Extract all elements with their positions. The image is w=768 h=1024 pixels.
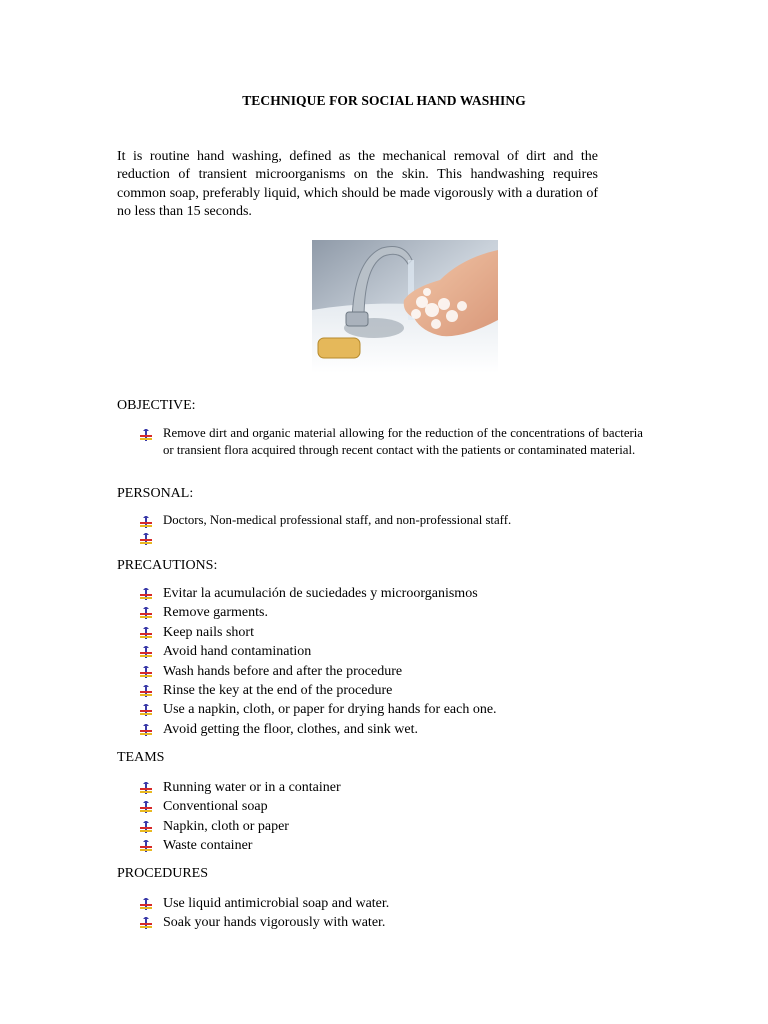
list-item [140, 584, 660, 603]
list-item [140, 425, 643, 459]
list-item-text: Keep nails short [163, 624, 254, 640]
list-item-text: Conventional soap [163, 799, 268, 815]
list-item-text: Use a napkin, cloth, or paper for drying hands for each one. [163, 702, 497, 718]
objective-heading: OBJECTIVE: [117, 398, 196, 413]
arrow-plus-bullet-icon [140, 685, 152, 697]
arrow-plus-bullet-icon [140, 607, 152, 619]
arrow-plus-bullet-icon [140, 666, 152, 678]
list-item [140, 894, 660, 913]
arrow-plus-bullet-icon [140, 646, 152, 658]
arrow-plus-bullet-icon [140, 801, 152, 813]
list-item [140, 836, 660, 855]
list-item [140, 529, 643, 546]
arrow-plus-bullet-icon [140, 533, 152, 545]
procedures-list [140, 894, 660, 933]
list-item [140, 512, 643, 529]
list-item [140, 720, 660, 739]
teams-list [140, 778, 660, 856]
handwashing-photo [312, 240, 498, 373]
list-item-text: Avoid getting the floor, clothes, and sink wet. [163, 721, 419, 737]
procedures-heading: PROCEDURES [117, 866, 209, 881]
list-item [140, 700, 660, 719]
arrow-plus-bullet-icon [140, 704, 152, 716]
list-item-text: Waste container [163, 838, 253, 854]
list-item-text: Avoid hand contamination [163, 644, 312, 660]
list-item-text: Evitar la acumulación de suciedades y microorganismos [163, 586, 478, 601]
arrow-plus-bullet-icon [140, 782, 152, 794]
arrow-plus-bullet-icon [140, 627, 152, 639]
list-item [140, 778, 660, 797]
list-item-text: Remove garments. [163, 605, 268, 621]
personal-list [140, 512, 643, 546]
list-item [140, 623, 660, 642]
list-item [140, 681, 660, 700]
objective-list [140, 425, 643, 459]
intro-paragraph: It is routine hand washing, defined as the mechanical removal of dirt and the reduction of transient microorganisms on the skin. This handwashing requires common soap, preferably liquid, which should be made vigorously with a duration of no less than 15 seconds. [117, 149, 598, 219]
list-item-text: Soak your hands vigorously with water. [163, 915, 386, 931]
teams-heading: TEAMS [117, 750, 165, 765]
list-item [140, 662, 660, 681]
arrow-plus-bullet-icon [140, 588, 152, 600]
arrow-plus-bullet-icon [140, 840, 152, 852]
list-item-text: Remove dirt and organic material allowing for the reduction of the concentrations of bacteria or transient flora acquired through recent contact with the patients or contaminated material. [163, 426, 643, 457]
arrow-plus-bullet-icon [140, 724, 152, 736]
list-item [140, 642, 660, 661]
list-item-text: Doctors, Non-medical professional staff, and non-professional staff. [163, 513, 512, 527]
arrow-plus-bullet-icon [140, 917, 152, 929]
arrow-plus-bullet-icon [140, 898, 152, 910]
list-item-text: Use liquid antimicrobial soap and water. [163, 896, 390, 911]
list-item-text: Wash hands before and after the procedure [163, 663, 403, 679]
list-item-text: Rinse the key at the end of the procedure [163, 683, 393, 699]
list-item [140, 817, 660, 836]
list-item [140, 797, 660, 816]
arrow-plus-bullet-icon [140, 821, 152, 833]
list-item-text: Running water or in a container [163, 780, 341, 795]
arrow-plus-bullet-icon [140, 429, 152, 441]
personal-heading: PERSONAL: [117, 486, 194, 501]
list-item-text: Napkin, cloth or paper [163, 818, 289, 834]
list-item [140, 913, 660, 932]
precautions-list [140, 584, 660, 739]
precautions-heading: PRECAUTIONS: [117, 558, 218, 573]
arrow-plus-bullet-icon [140, 516, 152, 528]
list-item [140, 603, 660, 622]
document-title: TECHNIQUE FOR SOCIAL HAND WASHING [242, 93, 526, 108]
